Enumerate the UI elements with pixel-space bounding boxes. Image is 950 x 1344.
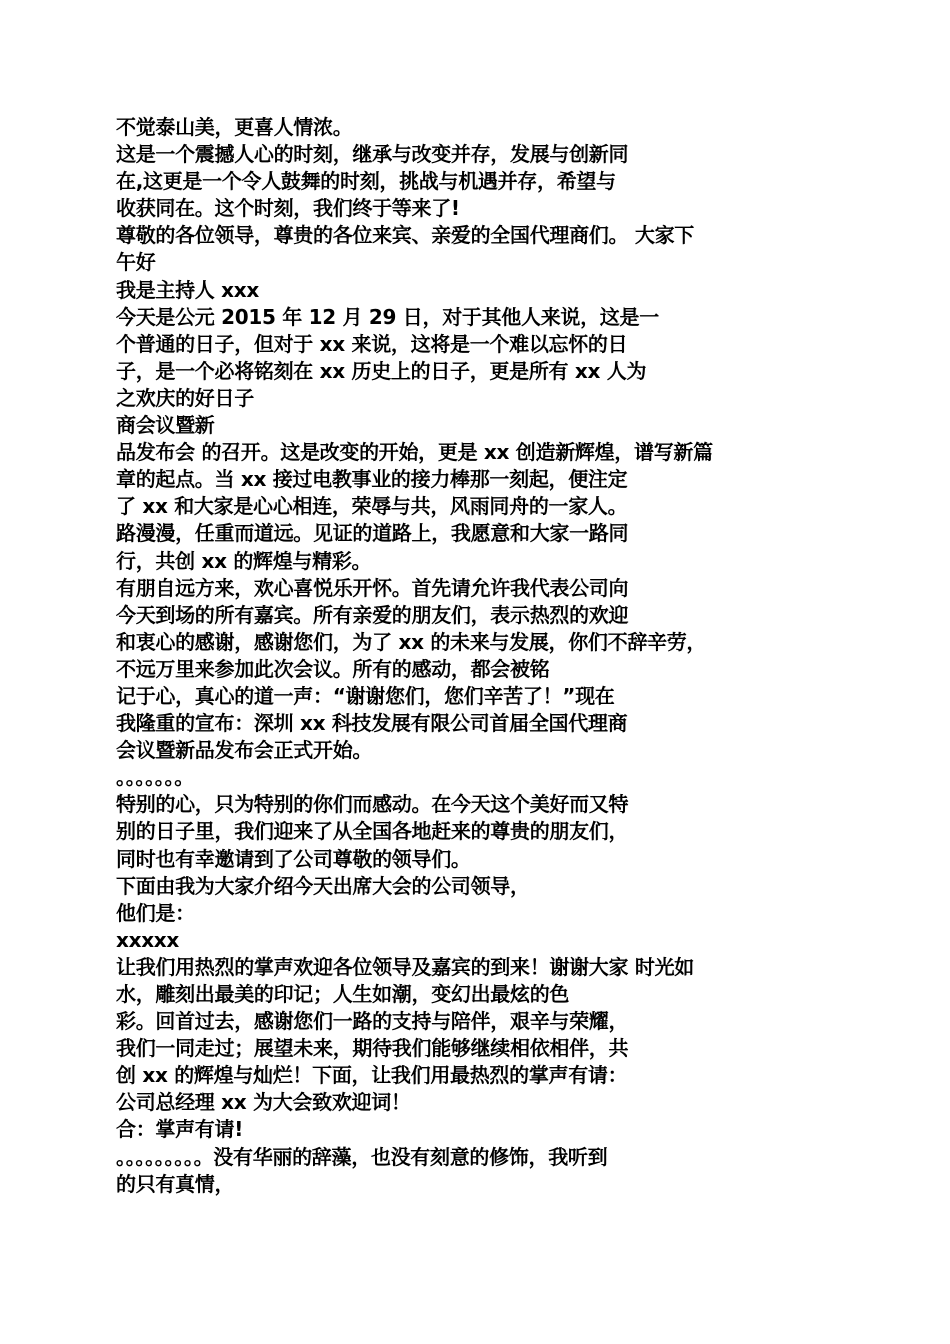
text-line: 这是一个震撼人心的时刻，继承与改变并存，发展与创新同 bbox=[116, 142, 629, 167]
text-line: 。。。。。。。 bbox=[116, 765, 194, 790]
text-line: 今天是公元 2015 年 12 月 29 日，对于其他人来说，这是一 bbox=[116, 304, 659, 329]
text-line: 个普通的日子，但对于 xx 来说，这将是一个难以忘怀的日 bbox=[116, 331, 628, 356]
text-line: 让我们用热烈的掌声欢迎各位领导及嘉宾的到来！谢谢大家 时光如 bbox=[116, 954, 694, 979]
text-line: 行，共创 xx 的辉煌与精彩。 bbox=[116, 548, 372, 573]
text-line: 公司总经理 xx 为大会致欢迎词！ bbox=[116, 1090, 411, 1115]
text-line: 章的起点。当 xx 接过电教事业的接力棒那一刻起，便注定 bbox=[116, 467, 628, 492]
text-line: 今天到场的所有嘉宾。所有亲爱的朋友们，表示热烈的欢迎 bbox=[116, 602, 629, 627]
text-line: 同时也有幸邀请到了公司尊敬的领导们。 bbox=[116, 846, 471, 871]
text-line: 收获同在。这个时刻，我们终于等来了! bbox=[116, 196, 460, 221]
text-line: 特别的心，只为特别的你们而感动。在今天这个美好而又特 bbox=[116, 792, 629, 817]
text-line: 子，是一个必将铭刻在 xx 历史上的日子，更是所有 xx 人为 bbox=[116, 358, 647, 383]
text-line: 我是主持人 xxx bbox=[116, 277, 259, 302]
text-line: 路漫漫，任重而道远。见证的道路上，我愿意和大家一路同 bbox=[116, 521, 629, 546]
text-line: 下面由我为大家介绍今天出席大会的公司领导， bbox=[116, 873, 530, 898]
text-line: 商会议暨新 bbox=[116, 413, 215, 438]
text-line: 不觉泰山美，更喜人情浓。 bbox=[116, 115, 353, 139]
text-line: 之欢庆的好日子 bbox=[116, 385, 254, 410]
text-line: xxxxx bbox=[116, 927, 180, 952]
text-line: 午好 bbox=[116, 250, 156, 275]
text-line: 记于心，真心的道一声：“谢谢您们，您们辛苦了！”现在 bbox=[116, 683, 615, 708]
text-line: 的只有真情， bbox=[116, 1171, 235, 1196]
text-line: 彩。回首过去，感谢您们一路的支持与陪伴，艰辛与荣耀， bbox=[116, 1009, 629, 1034]
text-line: 别的日子里，我们迎来了从全国各地赶来的尊贵的朋友们， bbox=[116, 819, 629, 844]
text-line: 。。。。。。。。。没有华丽的辞藻，也没有刻意的修饰，我听到 bbox=[116, 1144, 608, 1169]
text-line: 创 xx 的辉煌与灿烂！下面，让我们用最热烈的掌声有请： bbox=[116, 1063, 628, 1088]
text-line: 不远万里来参加此次会议。所有的感动，都会被铭 bbox=[116, 656, 550, 681]
text-line: 了 xx 和大家是心心相连，荣辱与共，风雨同舟的一家人。 bbox=[116, 494, 628, 519]
text-line: 我隆重的宣布：深圳 xx 科技发展有限公司首届全国代理商 bbox=[116, 711, 628, 736]
text-line: 水，雕刻出最美的印记；人生如潮，变幻出最炫的色 bbox=[116, 982, 570, 1006]
text-line: 尊敬的各位领导，尊贵的各位来宾、亲爱的全国代理商们。 大家下 bbox=[116, 223, 694, 248]
text-line: 有朋自远方来，欢心喜悦乐开怀。首先请允许我代表公司向 bbox=[116, 575, 629, 600]
text-line: 在,这更是一个令人鼓舞的时刻，挑战与机遇并存，希望与 bbox=[116, 169, 616, 194]
text-line: 和衷心的感谢，感谢您们，为了 xx 的未来与发展，你们不辞辛劳， bbox=[116, 629, 707, 654]
text-line: 会议暨新品发布会正式开始。 bbox=[116, 738, 373, 763]
text-line: 他们是： bbox=[116, 900, 195, 925]
text-line: 合：掌声有请! bbox=[116, 1117, 244, 1142]
text-line: 品发布会 的召开。这是改变的开始，更是 xx 创造新辉煌，谱写新篇 bbox=[116, 440, 713, 465]
document-body bbox=[116, 114, 856, 1198]
text-line: 我们一同走过；展望未来，期待我们能够继续相依相伴，共 bbox=[116, 1036, 629, 1061]
